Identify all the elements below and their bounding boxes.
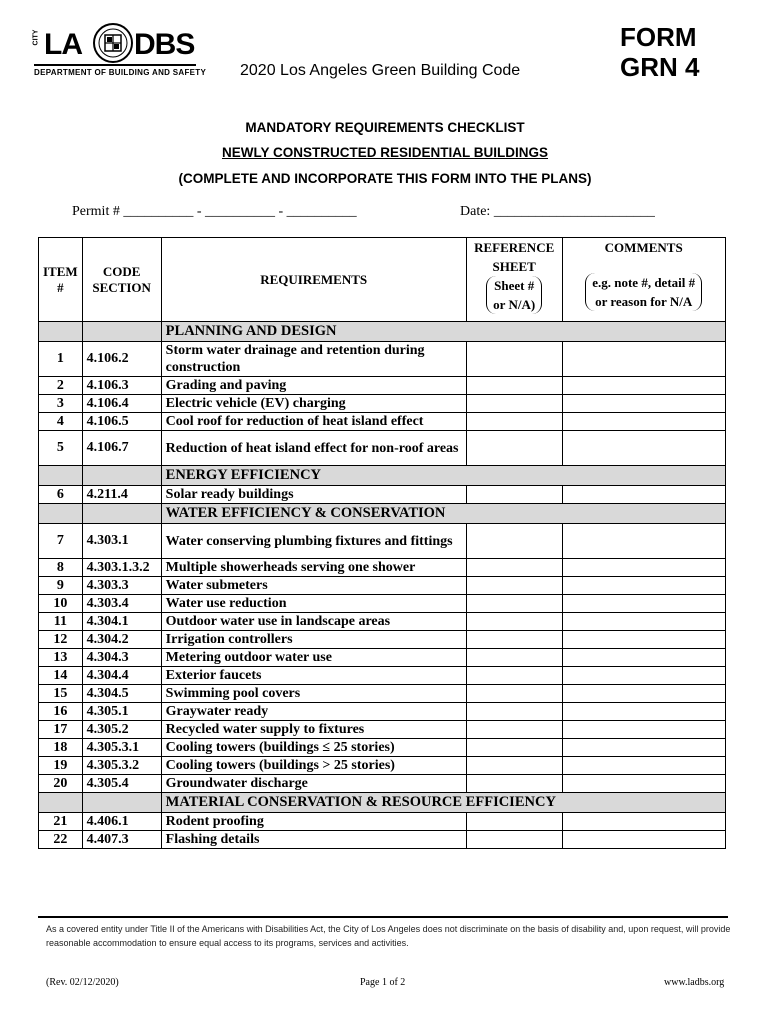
row-comments-cell[interactable] — [562, 595, 725, 613]
row-reference-cell[interactable] — [466, 739, 562, 757]
row-comments-cell[interactable] — [562, 413, 725, 431]
row-item: 4 — [39, 413, 83, 431]
row-requirement: Electric vehicle (EV) charging — [161, 395, 466, 413]
col-comments-label: COMMENTS — [604, 240, 683, 255]
building-type-heading: NEWLY CONSTRUCTED RESIDENTIAL BUILDINGS — [221, 145, 549, 160]
table-row — [39, 486, 726, 504]
col-comments-label3: or reason for N/A — [595, 294, 693, 309]
row-code: 4.305.3.1 — [82, 739, 161, 757]
section-label: MATERIAL CONSERVATION & RESOURCE EFFICIENCY — [161, 793, 725, 813]
row-requirement: Grading and paving — [161, 377, 466, 395]
row-code: 4.106.7 — [82, 431, 161, 466]
table-row — [39, 703, 726, 721]
table-row — [39, 631, 726, 649]
row-reference-cell[interactable] — [466, 431, 562, 466]
row-item: 2 — [39, 377, 83, 395]
row-requirement: Rodent proofing — [161, 813, 466, 831]
row-code: 4.211.4 — [82, 486, 161, 504]
row-code: 4.303.1.3.2 — [82, 559, 161, 577]
row-item: 5 — [39, 431, 83, 466]
row-item: 7 — [39, 524, 83, 559]
row-reference-cell[interactable] — [466, 395, 562, 413]
row-comments-cell[interactable] — [562, 685, 725, 703]
row-reference-cell[interactable] — [466, 413, 562, 431]
row-comments-cell[interactable] — [562, 613, 725, 631]
row-item: 19 — [39, 757, 83, 775]
row-comments-cell[interactable] — [562, 524, 725, 559]
row-reference-cell[interactable] — [466, 757, 562, 775]
row-code: 4.303.1 — [82, 524, 161, 559]
col-reference-note — [486, 276, 542, 314]
table-row — [39, 685, 726, 703]
row-comments-cell[interactable] — [562, 377, 725, 395]
row-item: 3 — [39, 395, 83, 413]
row-comments-cell[interactable] — [562, 667, 725, 685]
row-code: 4.106.2 — [82, 342, 161, 377]
table-row — [39, 431, 726, 466]
row-code: 4.106.5 — [82, 413, 161, 431]
row-item: 15 — [39, 685, 83, 703]
form-title-line2: GRN 4 — [620, 52, 700, 82]
row-code: 4.303.3 — [82, 577, 161, 595]
row-comments-cell[interactable] — [562, 721, 725, 739]
row-comments-cell[interactable] — [562, 813, 725, 831]
row-reference-cell[interactable] — [466, 577, 562, 595]
row-reference-cell[interactable] — [466, 595, 562, 613]
row-comments-cell[interactable] — [562, 649, 725, 667]
date-field[interactable]: Date: _______________________ — [460, 204, 655, 219]
row-requirement: Groundwater discharge — [161, 775, 466, 793]
table-row — [39, 613, 726, 631]
row-requirement: Reduction of heat island effect for non-roof areas — [161, 431, 466, 466]
row-code: 4.304.1 — [82, 613, 161, 631]
table-row — [39, 721, 726, 739]
row-requirement: Water conserving plumbing fixtures and fittings — [161, 524, 466, 559]
row-comments-cell[interactable] — [562, 775, 725, 793]
row-comments-cell[interactable] — [562, 577, 725, 595]
row-requirement: Swimming pool covers — [161, 685, 466, 703]
row-requirement: Water use reduction — [161, 595, 466, 613]
row-reference-cell[interactable] — [466, 613, 562, 631]
row-reference-cell[interactable] — [466, 377, 562, 395]
table-row — [39, 413, 726, 431]
table-row — [39, 377, 726, 395]
col-item-label2: # — [57, 279, 64, 295]
logo-department-text: DEPARTMENT OF BUILDING AND SAFETY — [34, 68, 207, 77]
table-row — [39, 667, 726, 685]
checklist-heading: MANDATORY REQUIREMENTS CHECKLIST — [245, 120, 525, 135]
row-comments-cell[interactable] — [562, 395, 725, 413]
row-requirement: Multiple showerheads serving one shower — [161, 559, 466, 577]
row-code: 4.304.2 — [82, 631, 161, 649]
ladbs-logo — [32, 22, 207, 84]
col-requirements-header: REQUIREMENTS — [161, 238, 466, 322]
col-reference-label4: or N/A) — [493, 297, 536, 312]
permit-field[interactable]: Permit # __________ - __________ - __________ — [72, 204, 357, 219]
row-requirement: Cooling towers (buildings ≤ 25 stories) — [161, 739, 466, 757]
city-seal-icon — [92, 22, 134, 64]
row-item: 20 — [39, 775, 83, 793]
row-comments-cell[interactable] — [562, 757, 725, 775]
row-comments-cell[interactable] — [562, 431, 725, 466]
table-row — [39, 559, 726, 577]
table-row — [39, 813, 726, 831]
col-reference-label3: Sheet # — [494, 278, 535, 293]
table-row — [39, 595, 726, 613]
row-reference-cell[interactable] — [466, 685, 562, 703]
table-row — [39, 649, 726, 667]
row-comments-cell[interactable] — [562, 739, 725, 757]
row-item: 13 — [39, 649, 83, 667]
col-item-label: ITEM — [43, 263, 78, 279]
table-row — [39, 831, 726, 849]
section-label: PLANNING AND DESIGN — [161, 322, 725, 342]
row-reference-cell[interactable] — [466, 667, 562, 685]
row-code: 4.106.4 — [82, 395, 161, 413]
row-code: 4.305.1 — [82, 703, 161, 721]
website-link[interactable]: www.ladbs.org — [664, 977, 725, 988]
row-code: 4.303.4 — [82, 595, 161, 613]
row-requirement: Metering outdoor water use — [161, 649, 466, 667]
row-item: 17 — [39, 721, 83, 739]
footer-rule — [38, 916, 728, 918]
row-reference-cell[interactable] — [466, 524, 562, 559]
row-requirement: Cooling towers (buildings > 25 stories) — [161, 757, 466, 775]
row-reference-cell[interactable] — [466, 775, 562, 793]
row-reference-cell[interactable] — [466, 631, 562, 649]
col-reference-label2: SHEET — [492, 259, 536, 274]
ada-notice: As a covered entity under Title II of the Americans with Disabilities Act, the City of Los Angeles does not discriminate on the basis of disability and, upon request, will provide reasonable accommodation to ensure equal access to its programs, services and activities. — [46, 924, 731, 948]
table-row — [39, 395, 726, 413]
logo-city-text: CITY — [32, 29, 40, 46]
row-reference-cell[interactable] — [466, 559, 562, 577]
row-code: 4.406.1 — [82, 813, 161, 831]
form-title — [620, 22, 699, 82]
row-comments-cell[interactable] — [562, 831, 725, 849]
section-row-material — [39, 793, 726, 813]
row-requirement: Solar ready buildings — [161, 486, 466, 504]
row-reference-cell[interactable] — [466, 721, 562, 739]
code-subtitle: 2020 Los Angeles Green Building Code — [240, 62, 521, 79]
col-reference-label1: REFERENCE — [474, 240, 555, 255]
table-row — [39, 524, 726, 559]
row-requirement: Flashing details — [161, 831, 466, 849]
logo-rule — [34, 64, 196, 66]
form-title-line1: FORM — [620, 22, 697, 52]
row-code: 4.304.3 — [82, 649, 161, 667]
row-item: 9 — [39, 577, 83, 595]
row-requirement: Exterior faucets — [161, 667, 466, 685]
row-requirement: Irrigation controllers — [161, 631, 466, 649]
col-code-header — [82, 238, 161, 322]
logo-dbs-text: DBS — [134, 28, 195, 61]
row-code: 4.106.3 — [82, 377, 161, 395]
section-label: ENERGY EFFICIENCY — [161, 466, 725, 486]
row-reference-cell[interactable] — [466, 831, 562, 849]
logo-la-text: LA — [44, 28, 82, 61]
row-code: 4.305.2 — [82, 721, 161, 739]
row-requirement: Outdoor water use in landscape areas — [161, 613, 466, 631]
table-header-row — [39, 238, 726, 322]
table-row — [39, 577, 726, 595]
row-reference-cell[interactable] — [466, 703, 562, 721]
col-code-label2: SECTION — [92, 279, 151, 295]
page-number: Page 1 of 2 — [360, 977, 406, 988]
row-item: 10 — [39, 595, 83, 613]
section-row-energy — [39, 466, 726, 486]
row-comments-cell[interactable] — [562, 342, 725, 377]
table-row — [39, 775, 726, 793]
row-reference-cell[interactable] — [466, 649, 562, 667]
row-item: 16 — [39, 703, 83, 721]
row-code: 4.305.4 — [82, 775, 161, 793]
row-item: 12 — [39, 631, 83, 649]
row-item: 14 — [39, 667, 83, 685]
row-reference-cell[interactable] — [466, 342, 562, 377]
revision-date: (Rev. 02/12/2020) — [46, 977, 119, 988]
col-comments-note — [585, 273, 702, 311]
row-requirement: Recycled water supply to fixtures — [161, 721, 466, 739]
col-reference-header — [466, 238, 562, 322]
row-item: 6 — [39, 486, 83, 504]
requirements-table — [38, 237, 726, 849]
section-row-planning — [39, 322, 726, 342]
row-code: 4.304.5 — [82, 685, 161, 703]
row-comments-cell[interactable] — [562, 559, 725, 577]
row-comments-cell[interactable] — [562, 703, 725, 721]
section-row-water — [39, 504, 726, 524]
row-comments-cell[interactable] — [562, 486, 725, 504]
row-comments-cell[interactable] — [562, 631, 725, 649]
row-requirement: Water submeters — [161, 577, 466, 595]
col-comments-header — [562, 238, 725, 322]
row-item: 8 — [39, 559, 83, 577]
table-row — [39, 342, 726, 377]
table-row — [39, 757, 726, 775]
col-comments-label2: e.g. note #, detail # — [592, 275, 696, 290]
row-requirement: Storm water drainage and retention during construction — [161, 342, 466, 377]
row-item: 22 — [39, 831, 83, 849]
row-requirement: Cool roof for reduction of heat island effect — [161, 413, 466, 431]
row-code: 4.305.3.2 — [82, 757, 161, 775]
col-code-label: CODE — [102, 263, 141, 279]
row-item: 21 — [39, 813, 83, 831]
row-item: 1 — [39, 342, 83, 377]
row-code: 4.304.4 — [82, 667, 161, 685]
row-code: 4.407.3 — [82, 831, 161, 849]
row-requirement: Graywater ready — [161, 703, 466, 721]
section-label: WATER EFFICIENCY & CONSERVATION — [161, 504, 725, 524]
instruction-heading: (COMPLETE AND INCORPORATE THIS FORM INTO THE PLANS) — [178, 171, 592, 186]
row-item: 18 — [39, 739, 83, 757]
col-item-header — [39, 238, 83, 322]
row-reference-cell[interactable] — [466, 813, 562, 831]
row-item: 11 — [39, 613, 83, 631]
row-reference-cell[interactable] — [466, 486, 562, 504]
table-row — [39, 739, 726, 757]
